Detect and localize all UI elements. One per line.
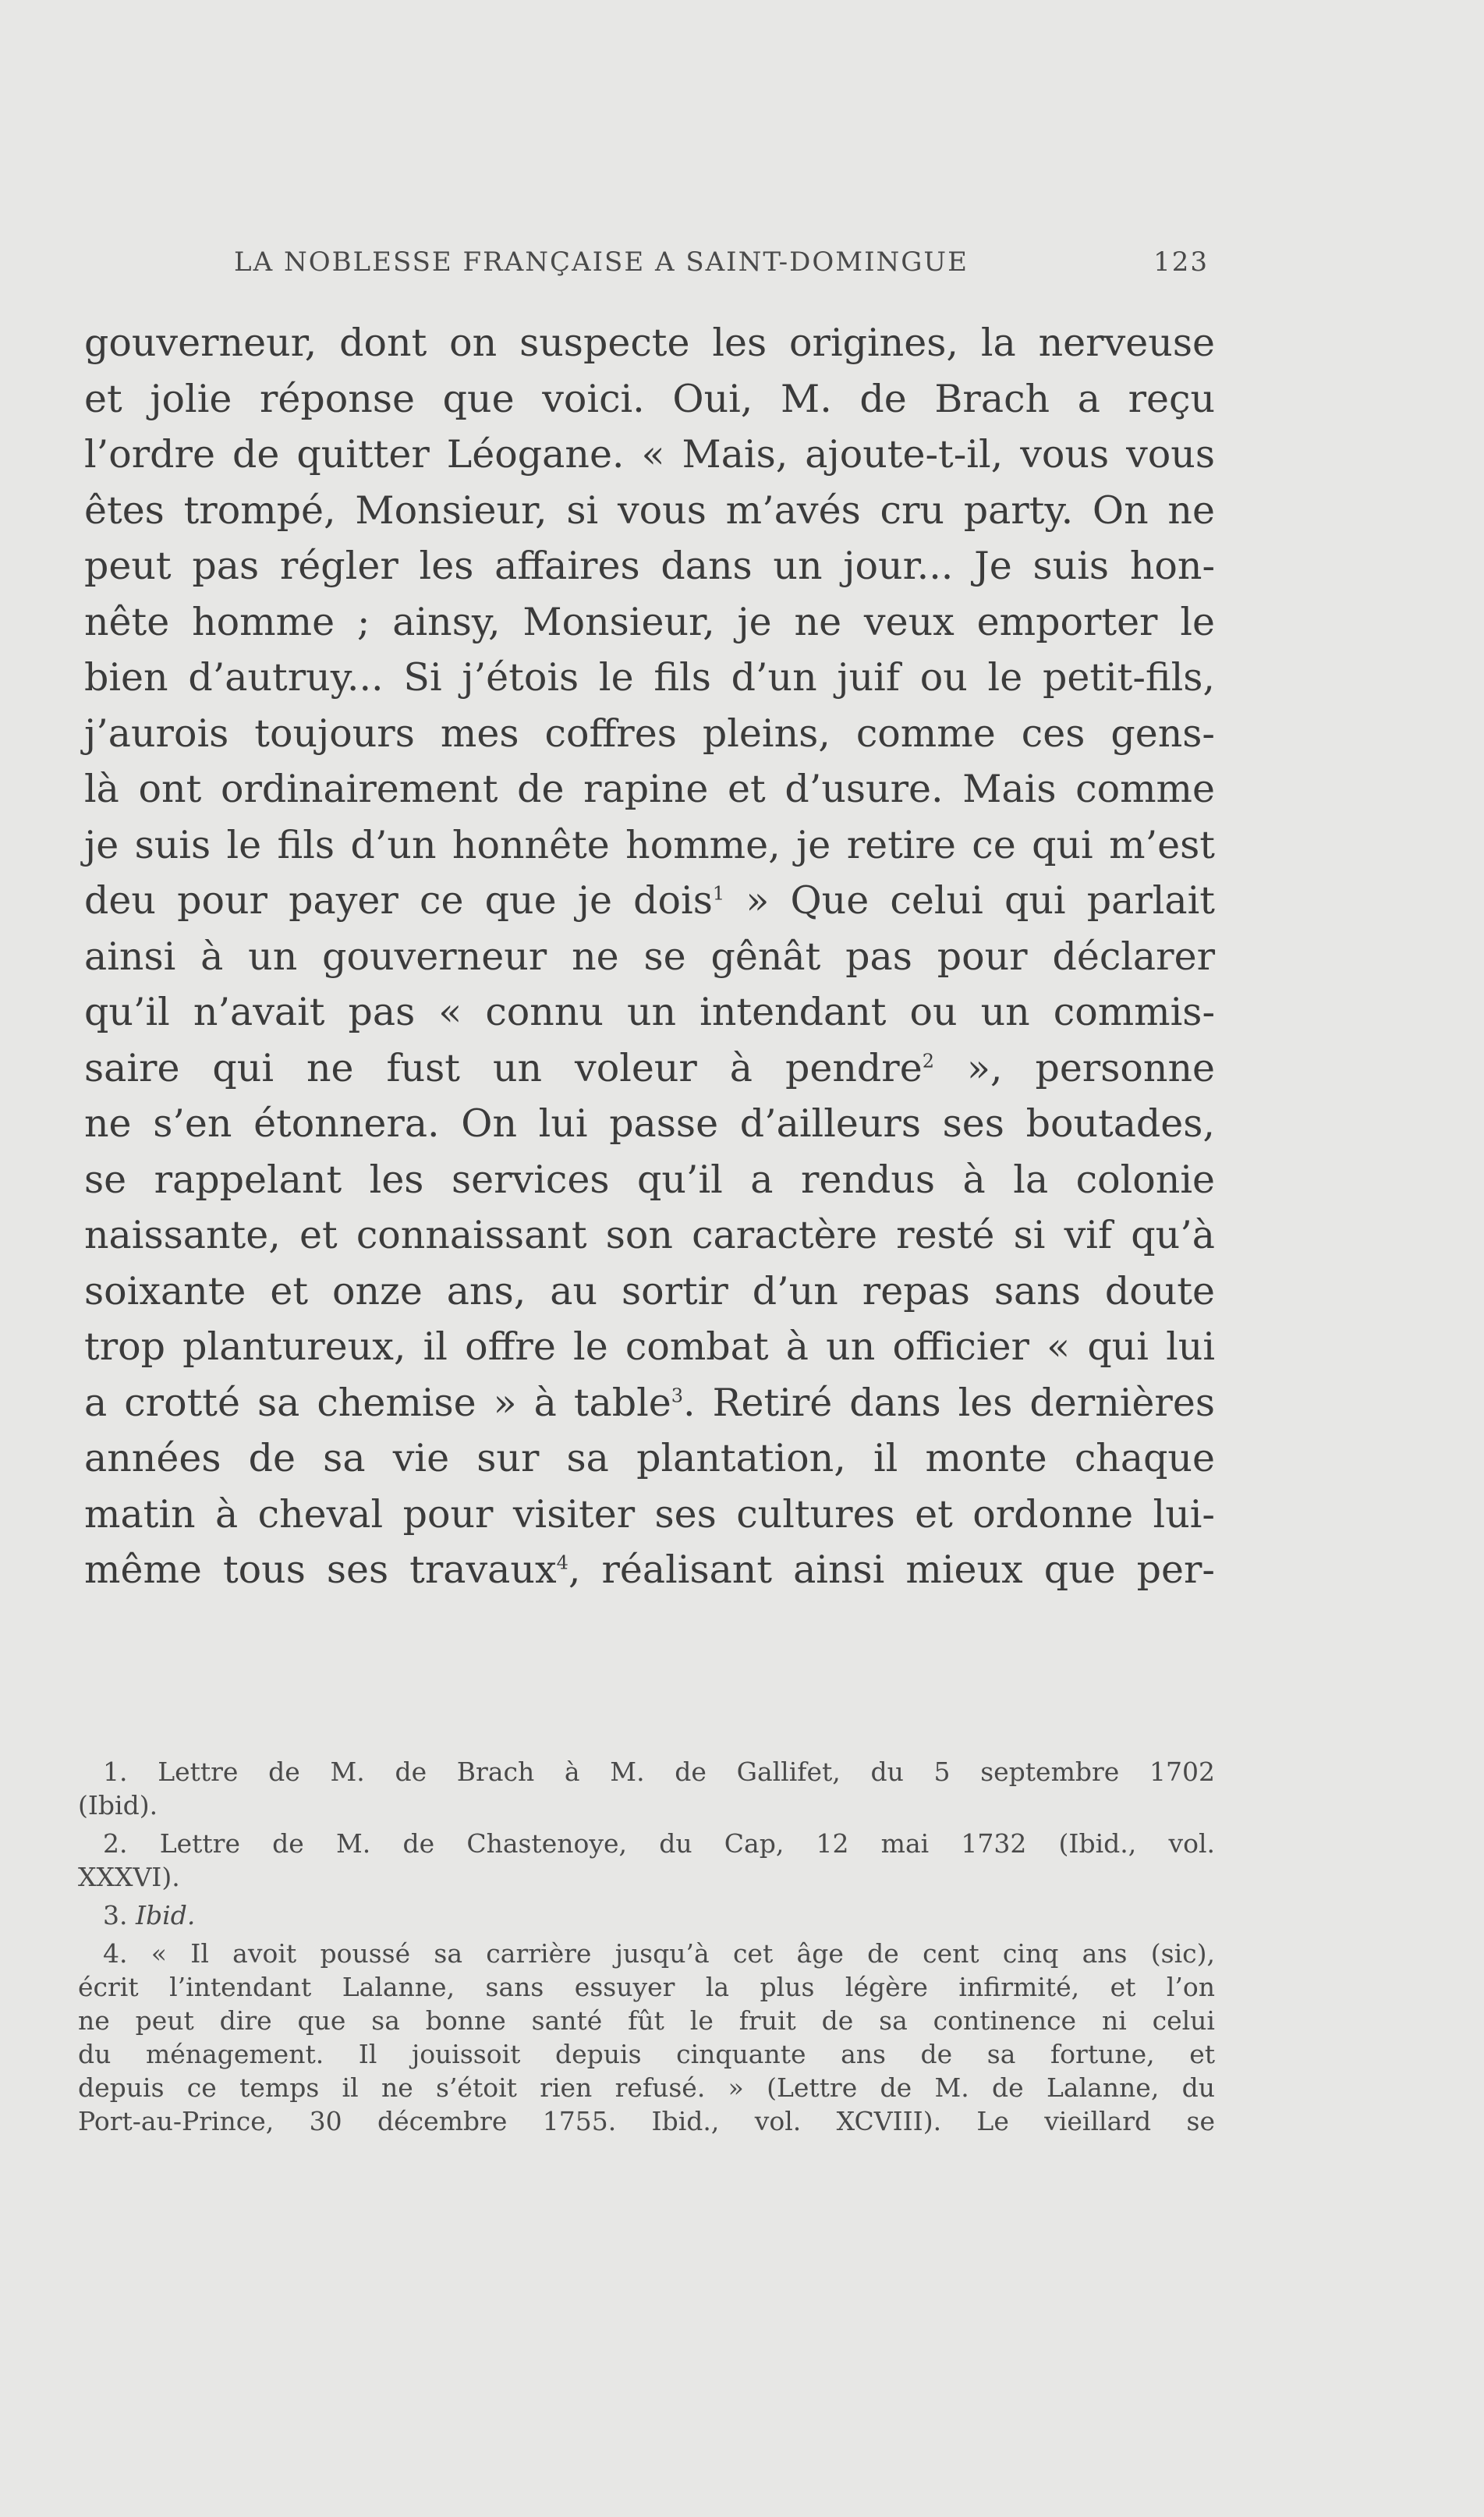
page-number: 123 xyxy=(1153,246,1209,278)
running-header xyxy=(234,246,1209,285)
text-line xyxy=(84,1542,1215,1598)
text-line: années de sa vie sur sa plantation, il monte chaque xyxy=(84,1436,1215,1480)
text-line: je suis le fils d’un honnête homme, je retire ce qui m’est xyxy=(84,822,1215,867)
text-line: êtes trompé, Monsieur, si vous m’avés cru party. On ne xyxy=(84,487,1215,533)
footnote-line: (Ibid). xyxy=(78,1790,158,1820)
footnote-4 xyxy=(78,1937,1215,2138)
footnote-ref-4[interactable]: 4 xyxy=(556,1551,568,1574)
text-line: ne s’en étonnera. On lui passe d’ailleurs ses boutades, xyxy=(84,1101,1215,1146)
text-line: qu’il n’avait pas « connu un intendant ou un commis- xyxy=(84,990,1215,1034)
footnote-line: Port-au-Prince, 30 décembre 1755. Ibid., vol. XCVIII). Le vieillard se xyxy=(78,2106,1215,2136)
footnote-1 xyxy=(78,1755,1215,1822)
footnote-number: 1. xyxy=(103,1757,128,1787)
running-title: LA NOBLESSE FRANÇAISE A SAINT-DOMINGUE xyxy=(234,246,969,278)
text-line: matin à cheval pour visiter ses cultures et ordonne lui- xyxy=(84,1491,1215,1537)
footnote-text: Lettre de M. de Brach à M. de Gallifet, du 5 septembre 1702 xyxy=(158,1757,1215,1787)
text-line: bien d’autruy... Si j’étois le fils d’un juif ou le petit-fils, xyxy=(84,655,1215,700)
text-segment: , réalisant ainsi mieux que per- xyxy=(568,1547,1215,1592)
text-line: se rappelant les services qu’il a rendus à la colonie xyxy=(84,1157,1215,1202)
text-line xyxy=(84,1375,1215,1431)
footnote-line xyxy=(78,1827,1215,1860)
text-segment: deu pour payer ce que je dois xyxy=(84,878,713,923)
text-segment: même tous ses travaux xyxy=(84,1547,557,1592)
text-segment: » Que celui qui parlait xyxy=(724,878,1215,923)
footnote-text: Ibid. xyxy=(136,1900,196,1930)
footnote-number: 3. xyxy=(103,1900,128,1930)
text-line: et jolie réponse que voici. Oui, M. de Brach a reçu xyxy=(84,376,1215,421)
footnote-line: du ménagement. Il jouissoit depuis cinquante ans de sa fortune, et xyxy=(78,2039,1215,2069)
footnote-3 xyxy=(78,1898,1215,1932)
footnote-ref-3[interactable]: 3 xyxy=(671,1384,684,1407)
text-segment: a crotté sa chemise » à table xyxy=(84,1380,671,1425)
footnote-line: XXXVI). xyxy=(78,1862,180,1892)
footnote-number: 4. xyxy=(103,1938,128,1969)
text-line: trop plantureux, il offre le combat à un officier « qui lui xyxy=(84,1324,1215,1369)
footnote-line: écrit l’intendant Lalanne, sans essuyer la plus légère infirmité, et l’on xyxy=(78,1972,1215,2002)
footnote-line xyxy=(78,1755,1215,1788)
text-line xyxy=(84,873,1215,929)
text-line: naissante, et connaissant son caractère resté si vif qu’à xyxy=(84,1213,1215,1257)
footnote-text: « Il avoit poussé sa carrière jusqu’à cet âge de cent cinq ans (sic), xyxy=(151,1938,1215,1969)
footnote-ref-2[interactable]: 2 xyxy=(922,1050,934,1072)
footnote-ref-1[interactable]: 1 xyxy=(712,882,725,905)
text-segment: saire qui ne fust un voleur à pendre xyxy=(84,1045,923,1090)
text-line: là ont ordinairement de rapine et d’usure. Mais comme xyxy=(84,767,1215,811)
text-segment: », personne xyxy=(933,1045,1215,1090)
footnote-2 xyxy=(78,1827,1215,1894)
text-line: peut pas régler les affaires dans un jour... Je suis hon- xyxy=(84,544,1215,588)
footnote-line: ne peut dire que sa bonne santé fût le fruit de sa continence ni celui xyxy=(78,2005,1215,2036)
text-line: l’ordre de quitter Léogane. « Mais, ajoute-t-il, vous vous xyxy=(84,432,1215,477)
main-text xyxy=(84,315,1215,1598)
text-line: ainsi à un gouverneur ne se gênât pas pour déclarer xyxy=(84,934,1215,979)
text-line: j’aurois toujours mes coffres pleins, comme ces gens- xyxy=(84,711,1215,756)
footnote-line xyxy=(78,1937,1215,1970)
footnotes xyxy=(78,1755,1215,2143)
text-line: soixante et onze ans, au sortir d’un repas sans doute xyxy=(84,1268,1215,1313)
footnote-number: 2. xyxy=(103,1828,128,1859)
footnote-text: Lettre de M. de Chastenoye, du Cap, 12 mai 1732 (Ibid., vol. xyxy=(159,1828,1215,1859)
text-line: nête homme ; ainsy, Monsieur, je ne veux emporter le xyxy=(84,599,1215,644)
text-line: gouverneur, dont on suspecte les origines, la nerveuse xyxy=(84,321,1215,365)
footnote-line xyxy=(78,1898,1215,1932)
text-segment: . Retiré dans les dernières xyxy=(683,1380,1215,1425)
footnote-line: depuis ce temps il ne s’étoit rien refusé. » (Lettre de M. de Lalanne, du xyxy=(78,2072,1215,2103)
text-line xyxy=(84,1040,1215,1097)
